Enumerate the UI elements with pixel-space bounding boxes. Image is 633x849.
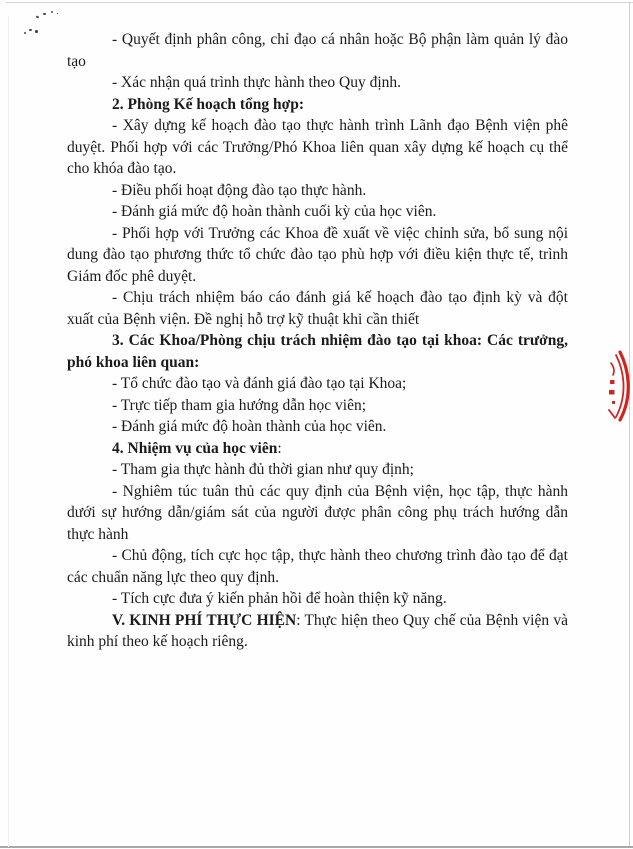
item-dieu-phoi-hoat-dong-run: - Điều phối hoạt động đào tạo thực hành. — [112, 181, 367, 199]
item-phoi-hop-truong-cac-khoa — [67, 223, 568, 288]
item-danh-gia-muc-do — [67, 416, 568, 438]
item-tich-cuc-phan-hoi — [67, 588, 568, 610]
ink-speckle — [24, 32, 26, 34]
item-quyet-dinh-phan-cong-run: - Quyết định phân công, chỉ đạo cá nhân hoặc Bộ phận làm quản lý đào tạo — [67, 31, 568, 70]
item-phoi-hop-truong-cac-khoa-run: - Phối hợp với Trưởng các Khoa đề xuất về việc chỉnh sửa, bổ sung nội dung đào tạo phương thức tổ chức đào tạo phù hợp với điều kiện thực tế, trình Giám đốc phê duyệt. — [67, 224, 568, 285]
item-chu-dong-tich-cuc — [67, 545, 568, 588]
page-bottom-edge-line — [0, 846, 633, 848]
item-dieu-phoi-hoat-dong — [67, 180, 568, 202]
item-xay-dung-ke-hoach — [67, 115, 568, 180]
item-tham-gia-thuc-hanh-run: - Tham gia thực hành đủ thời gian như quy định; — [112, 461, 414, 478]
item-tham-gia-thuc-hanh — [67, 459, 568, 481]
ink-speckle — [29, 29, 32, 32]
item-danh-gia-muc-do-run: - Đánh giá mức độ hoàn thành của học viên. — [112, 418, 387, 435]
item-nghiem-tuc-tuan-thu-run: - Nghiêm túc tuân thủ các quy định của Bệnh viện, học tập, thực hành dưới sự hướng dẫn/giám sát của người được phân công phụ trách hướng dẫn thực hành — [67, 482, 568, 543]
ink-speckle — [35, 30, 38, 33]
item-to-chuc-dao-tao-run: - Tổ chức đào tạo và đánh giá đào tạo tại Khoa; — [112, 375, 407, 392]
item-truc-tiep-tham-gia-run: - Trực tiếp tham gia hướng dẫn học viên; — [112, 396, 367, 414]
item-xac-nhan-qua-trinh-run: - Xác nhận quá trình thực hành theo Quy định. — [112, 74, 402, 91]
item-truc-tiep-tham-gia — [67, 395, 568, 417]
page-left-edge-line — [8, 16, 9, 847]
item-chiu-trach-nhiem-bao-cao-run: - Chịu trách nhiệm báo cáo đánh giá kế hoạch đào tạo định kỳ và đột xuất của Bệnh viện. Đề nghị hỗ trợ kỹ thuật khi cần thiết — [67, 289, 568, 328]
ink-speckle — [36, 16, 40, 19]
item-tich-cuc-phan-hoi-run: - Tích cực đưa ý kiến phản hồi để hoàn thiện kỹ năng. — [112, 590, 447, 607]
heading-4-nhiem-vu-hoc-vien — [67, 438, 568, 460]
section-v-kinh-phi-thuc-hien-run: : Thực hiện theo Quy chế của Bệnh viện và kinh phí theo kế hoạch riêng. — [67, 611, 568, 650]
ink-speckle — [43, 13, 46, 15]
ink-speckle — [57, 13, 58, 14]
section-v-kinh-phi-thuc-hien-run: V. KINH PHÍ THỰC HIỆN — [112, 611, 297, 629]
item-nghiem-tuc-tuan-thu — [67, 481, 568, 546]
item-xay-dung-ke-hoach-run: - Xây dựng kế hoạch đào tạo thực hành trình Lãnh đạo Bệnh viện phê duyệt. Phối hợp với các Trưởng/Phó Khoa liên quan xây dựng kế hoạch cụ thể cho khóa đào tạo. — [67, 117, 568, 177]
heading-2-phong-ke-hoach-tong-hop-run: 2. Phòng Kế hoạch tổng hợp: — [112, 95, 305, 113]
page-top-edge-line — [6, 2, 633, 3]
item-to-chuc-dao-tao — [67, 373, 568, 395]
section-v-kinh-phi-thuc-hien — [67, 610, 568, 653]
item-quyet-dinh-phan-cong — [67, 29, 568, 72]
red-stamp-fragment — [603, 350, 631, 422]
item-danh-gia-cuoi-ky-run: - Đánh giá mức độ hoàn thành cuối kỳ của học viên. — [112, 203, 437, 220]
document-text — [67, 29, 568, 653]
item-chiu-trach-nhiem-bao-cao — [67, 287, 568, 330]
item-chu-dong-tich-cuc-run: - Chủ động, tích cực học tập, thực hành theo chương trình đào tạo để đạt các chuẩn năng lực theo quy định. — [67, 547, 568, 586]
item-xac-nhan-qua-trinh — [67, 72, 568, 94]
heading-4-nhiem-vu-hoc-vien-run: 4. Nhiệm vụ của học viên — [112, 439, 278, 457]
heading-3-cac-khoa-phong — [67, 330, 568, 373]
page-right-edge-line — [629, 2, 630, 847]
heading-3-cac-khoa-phong-run: 3. Các Khoa/Phòng chịu trách nhiệm đào tạo tại khoa: Các trưởng, phó khoa liên quan: — [67, 332, 568, 371]
ink-speckle — [51, 11, 53, 13]
item-danh-gia-cuoi-ky — [67, 201, 568, 223]
heading-2-phong-ke-hoach-tong-hop — [67, 94, 568, 116]
heading-4-nhiem-vu-hoc-vien-run: : — [277, 439, 282, 457]
